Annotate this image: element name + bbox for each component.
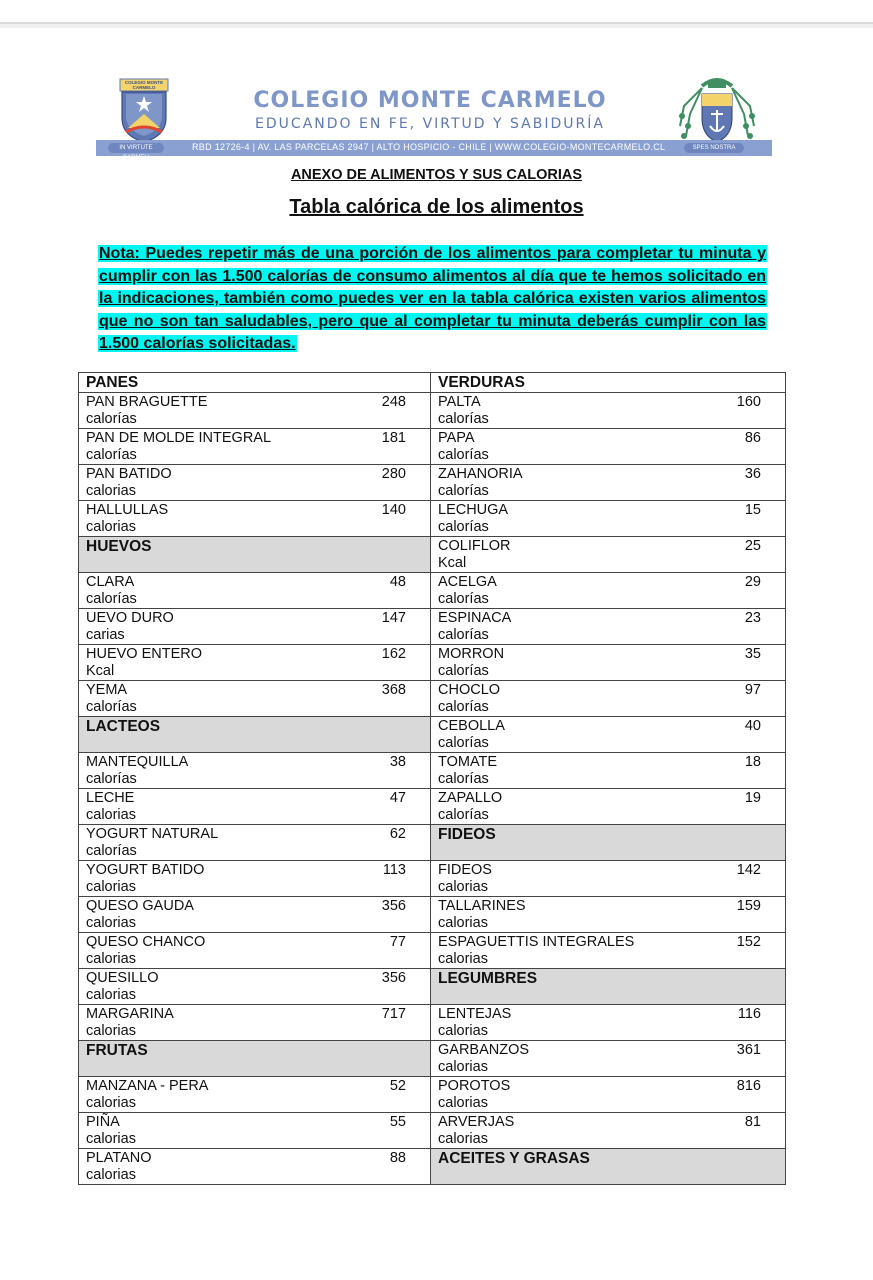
table-title: Tabla calórica de los alimentos <box>289 196 584 218</box>
food-line <box>86 430 424 447</box>
food-calories: 361 <box>736 1042 761 1058</box>
table-row <box>79 1149 786 1185</box>
food-cell <box>79 573 431 609</box>
category-header: HUEVOS <box>79 537 431 573</box>
food-name: ACELGA <box>438 574 497 590</box>
food-name: FIDEOS <box>438 862 492 878</box>
food-name: MANTEQUILLA <box>86 754 189 770</box>
food-cell <box>431 393 786 429</box>
category-header: VERDURAS <box>431 373 786 393</box>
table-row <box>79 393 786 429</box>
food-cell <box>79 1005 431 1041</box>
food-calories: 40 <box>744 718 761 734</box>
food-calories: 162 <box>381 646 406 662</box>
food-line <box>438 1078 779 1095</box>
food-calories: 159 <box>736 898 761 914</box>
category-header: FIDEOS <box>431 825 786 861</box>
food-cell <box>79 1149 431 1185</box>
food-name: PLATANO <box>86 1150 152 1166</box>
food-line <box>438 1006 779 1023</box>
food-name: UEVO DURO <box>86 610 174 626</box>
calorie-unit: calorías <box>86 591 137 607</box>
calorie-unit: calorias <box>86 1131 136 1147</box>
food-calories: 97 <box>744 682 761 698</box>
food-cell <box>431 681 786 717</box>
food-line <box>86 646 424 663</box>
food-cell <box>79 897 431 933</box>
food-name: HUEVO ENTERO <box>86 646 203 662</box>
food-cell <box>431 789 786 825</box>
food-cell <box>79 681 431 717</box>
food-line <box>438 466 779 483</box>
table-row <box>79 861 786 897</box>
food-cell <box>431 645 786 681</box>
table-row <box>79 465 786 501</box>
calorie-unit: calorias <box>86 519 136 535</box>
food-calories: 36 <box>744 466 761 482</box>
food-cell <box>431 465 786 501</box>
category-header: LEGUMBRES <box>431 969 786 1005</box>
calorie-unit: calorías <box>86 843 137 859</box>
window-top-bar <box>0 0 873 24</box>
food-cell <box>79 645 431 681</box>
food-cell <box>79 861 431 897</box>
food-cell <box>431 717 786 753</box>
food-cell <box>79 429 431 465</box>
food-line <box>86 970 424 987</box>
table-row <box>79 1113 786 1149</box>
food-line <box>86 862 424 879</box>
table-row <box>79 969 786 1005</box>
category-header: PANES <box>79 373 431 393</box>
food-line <box>438 646 779 663</box>
food-calories: 48 <box>389 574 406 590</box>
food-name: MORRON <box>438 646 505 662</box>
school-address: RBD 12726-4 | AV. LAS PARCELAS 2947 | ALTO HOSPICIO - CHILE | WWW.COLEGIO-MONTECARMELO.CL <box>192 142 666 152</box>
food-cell <box>79 393 431 429</box>
food-line <box>438 574 779 591</box>
food-calories: 86 <box>744 430 761 446</box>
calorie-unit: calorias <box>86 1167 136 1183</box>
food-cell <box>431 501 786 537</box>
food-line <box>86 790 424 807</box>
calorie-unit: calorías <box>438 519 489 535</box>
table-row <box>79 825 786 861</box>
food-name: MARGARINA <box>86 1006 174 1022</box>
food-calories: 23 <box>744 610 761 626</box>
food-calories: 52 <box>389 1078 406 1094</box>
food-cell <box>79 609 431 645</box>
note-paragraph <box>98 243 767 356</box>
calorie-unit: calorias <box>86 951 136 967</box>
food-calories: 113 <box>382 862 406 878</box>
food-line <box>438 898 779 915</box>
food-cell <box>431 537 786 573</box>
food-calories: 147 <box>381 610 406 626</box>
food-name: YOGURT NATURAL <box>86 826 219 842</box>
food-name: POROTOS <box>438 1078 511 1094</box>
food-line <box>86 502 424 519</box>
table-row <box>79 897 786 933</box>
calorie-unit: calorías <box>438 411 489 427</box>
food-line <box>438 718 779 735</box>
table-row <box>79 717 786 753</box>
food-line <box>86 934 424 951</box>
calorie-unit: calorias <box>438 1059 488 1075</box>
food-name: LECHUGA <box>438 502 509 518</box>
food-calories: 116 <box>737 1006 761 1022</box>
calorie-unit: calorías <box>438 627 489 643</box>
food-cell <box>79 969 431 1005</box>
info-bar-left-badge: IN VIRTUTE CARMELI <box>108 143 164 153</box>
calorie-unit: calorías <box>86 699 137 715</box>
food-name: YEMA <box>86 682 128 698</box>
food-cell <box>79 825 431 861</box>
calorie-unit: calorias <box>86 915 136 931</box>
food-name: HALLULLAS <box>86 502 169 518</box>
calorie-unit: calorias <box>86 483 136 499</box>
table-row <box>79 1077 786 1113</box>
food-name: ARVERJAS <box>438 1114 515 1130</box>
food-calories: 19 <box>744 790 761 806</box>
food-name: QUESO GAUDA <box>86 898 194 914</box>
food-cell <box>431 573 786 609</box>
calorie-unit: calorias <box>86 987 136 1003</box>
food-name: PAN BATIDO <box>86 466 172 482</box>
food-calories: 29 <box>744 574 761 590</box>
food-calories: 160 <box>736 394 761 410</box>
food-line <box>438 790 779 807</box>
food-line <box>438 934 779 951</box>
calorie-unit: calorías <box>438 771 489 787</box>
food-name: PAN DE MOLDE INTEGRAL <box>86 430 272 446</box>
calorie-unit: calorías <box>438 735 489 751</box>
food-calories: 38 <box>389 754 406 770</box>
food-cell <box>431 753 786 789</box>
food-calories: 77 <box>389 934 406 950</box>
food-line <box>86 898 424 915</box>
food-line <box>86 826 424 843</box>
table-row <box>79 609 786 645</box>
food-cell <box>431 1077 786 1113</box>
info-bar-right-badge: SPES NOSTRA <box>684 143 744 153</box>
calorie-unit: calorias <box>86 1095 136 1111</box>
food-calories: 88 <box>389 1150 406 1166</box>
food-calories: 356 <box>381 898 406 914</box>
table-row <box>79 373 786 393</box>
school-info-bar <box>96 140 772 161</box>
food-name: TALLARINES <box>438 898 526 914</box>
food-name: LENTEJAS <box>438 1006 512 1022</box>
food-line <box>438 610 779 627</box>
food-name: GARBANZOS <box>438 1042 530 1058</box>
food-calories: 55 <box>389 1114 406 1130</box>
food-cell <box>79 789 431 825</box>
calorie-unit: Kcal <box>86 663 115 679</box>
food-line <box>86 466 424 483</box>
food-cell <box>431 609 786 645</box>
food-calories: 356 <box>381 970 406 986</box>
calorie-unit: calorias <box>86 807 136 823</box>
food-line <box>86 1150 424 1167</box>
calorie-unit: calorias <box>438 1023 488 1039</box>
food-name: PIÑA <box>86 1114 120 1130</box>
annex-title: ANEXO DE ALIMENTOS Y SUS CALORIAS <box>290 167 583 183</box>
calorie-unit: carias <box>86 627 125 643</box>
food-calories: 368 <box>381 682 406 698</box>
food-calories: 816 <box>736 1078 761 1094</box>
table-row <box>79 1005 786 1041</box>
food-name: CHOCLO <box>438 682 501 698</box>
table-row <box>79 1041 786 1077</box>
food-name: ESPINACA <box>438 610 512 626</box>
calorie-unit: calorías <box>438 699 489 715</box>
food-line <box>86 754 424 771</box>
food-calories: 717 <box>381 1006 406 1022</box>
food-name: YOGURT BATIDO <box>86 862 205 878</box>
food-line <box>86 1078 424 1095</box>
calorie-unit: calorias <box>438 1131 488 1147</box>
food-calories: 25 <box>744 538 761 554</box>
calorie-unit: calorías <box>86 771 137 787</box>
food-calories: 152 <box>736 934 761 950</box>
calorie-unit: Kcal <box>438 555 467 571</box>
food-name: ZAPALLO <box>438 790 503 806</box>
food-cell <box>431 933 786 969</box>
food-cell <box>79 753 431 789</box>
table-row <box>79 789 786 825</box>
table-row <box>79 645 786 681</box>
food-line <box>438 502 779 519</box>
food-name: CEBOLLA <box>438 718 505 734</box>
food-line <box>438 1042 779 1059</box>
food-calories: 142 <box>736 862 761 878</box>
food-calories: 248 <box>381 394 406 410</box>
food-line <box>86 682 424 699</box>
table-row <box>79 933 786 969</box>
food-name: QUESILLO <box>86 970 159 986</box>
category-header: FRUTAS <box>79 1041 431 1077</box>
food-cell <box>431 1041 786 1077</box>
calorie-unit: calorias <box>438 951 488 967</box>
food-line <box>438 394 779 411</box>
food-cell <box>79 501 431 537</box>
table-row <box>79 681 786 717</box>
food-name: ZAHANORIA <box>438 466 523 482</box>
food-cell <box>79 1077 431 1113</box>
food-cell <box>431 429 786 465</box>
calorie-unit: calorias <box>438 915 488 931</box>
crest-left-caption: COLEGIO MONTE CARMELO <box>124 80 164 90</box>
calorie-unit: calorías <box>86 447 137 463</box>
calorie-table <box>78 372 786 1185</box>
food-name: QUESO CHANCO <box>86 934 206 950</box>
calorie-unit: calorias <box>438 1095 488 1111</box>
food-line <box>86 1114 424 1131</box>
food-calories: 181 <box>381 430 406 446</box>
calorie-unit: calorías <box>438 483 489 499</box>
food-cell <box>79 1113 431 1149</box>
school-motto: EDUCANDO EN FE, VIRTUD Y SABIDURÍA <box>255 116 605 132</box>
food-line <box>86 610 424 627</box>
food-calories: 35 <box>744 646 761 662</box>
category-header: ACEITES Y GRASAS <box>431 1149 786 1185</box>
food-line <box>438 754 779 771</box>
food-name: LECHE <box>86 790 135 806</box>
table-row <box>79 501 786 537</box>
food-name: PAPA <box>438 430 475 446</box>
food-line <box>86 1006 424 1023</box>
food-line <box>438 430 779 447</box>
table-row <box>79 753 786 789</box>
table-row <box>79 537 786 573</box>
food-name: CLARA <box>86 574 135 590</box>
food-cell <box>431 1005 786 1041</box>
calorie-unit: calorias <box>86 879 136 895</box>
table-row <box>79 573 786 609</box>
food-name: PALTA <box>438 394 481 410</box>
calorie-unit: calorías <box>438 591 489 607</box>
food-name: ESPAGUETTIS INTEGRALES <box>438 934 635 950</box>
food-calories: 81 <box>744 1114 761 1130</box>
food-name: PAN BRAGUETTE <box>86 394 208 410</box>
school-name: COLEGIO MONTE CARMELO <box>253 88 607 113</box>
food-line <box>86 574 424 591</box>
food-cell <box>79 465 431 501</box>
category-header: LACTEOS <box>79 717 431 753</box>
note-text: Nota: Puedes repetir más de una porción de los alimentos para completar tu minuta y cumplir con las 1.500 calorías de consumo alimentos al día que te hemos solicitado en la indicaciones, también como puedes ver en la tabla calórica existen varios alimentos que no son tan saludables, pero que al completar tu minuta deberás cumplir con las 1.500 calorías solicitadas. <box>99 245 766 353</box>
calorie-unit: calorías <box>438 807 489 823</box>
food-name: COLIFLOR <box>438 538 511 554</box>
food-calories: 47 <box>389 790 406 806</box>
calorie-unit: calorias <box>438 879 488 895</box>
food-calories: 15 <box>744 502 761 518</box>
calorie-unit: calorías <box>438 663 489 679</box>
food-cell <box>431 897 786 933</box>
calorie-unit: calorias <box>86 1023 136 1039</box>
food-line <box>438 1114 779 1131</box>
table-row <box>79 429 786 465</box>
food-calories: 18 <box>744 754 761 770</box>
food-name: MANZANA - PERA <box>86 1078 209 1094</box>
food-line <box>438 862 779 879</box>
food-calories: 62 <box>389 826 406 842</box>
food-calories: 140 <box>381 502 406 518</box>
food-cell <box>79 933 431 969</box>
food-cell <box>431 1113 786 1149</box>
food-calories: 280 <box>381 466 406 482</box>
episcopal-coat-of-arms-icon <box>672 74 762 146</box>
calorie-unit: calorías <box>438 447 489 463</box>
food-line <box>438 682 779 699</box>
food-name: TOMATE <box>438 754 498 770</box>
food-line <box>86 394 424 411</box>
food-cell <box>431 861 786 897</box>
calorie-unit: calorías <box>86 411 137 427</box>
food-line <box>438 538 779 555</box>
